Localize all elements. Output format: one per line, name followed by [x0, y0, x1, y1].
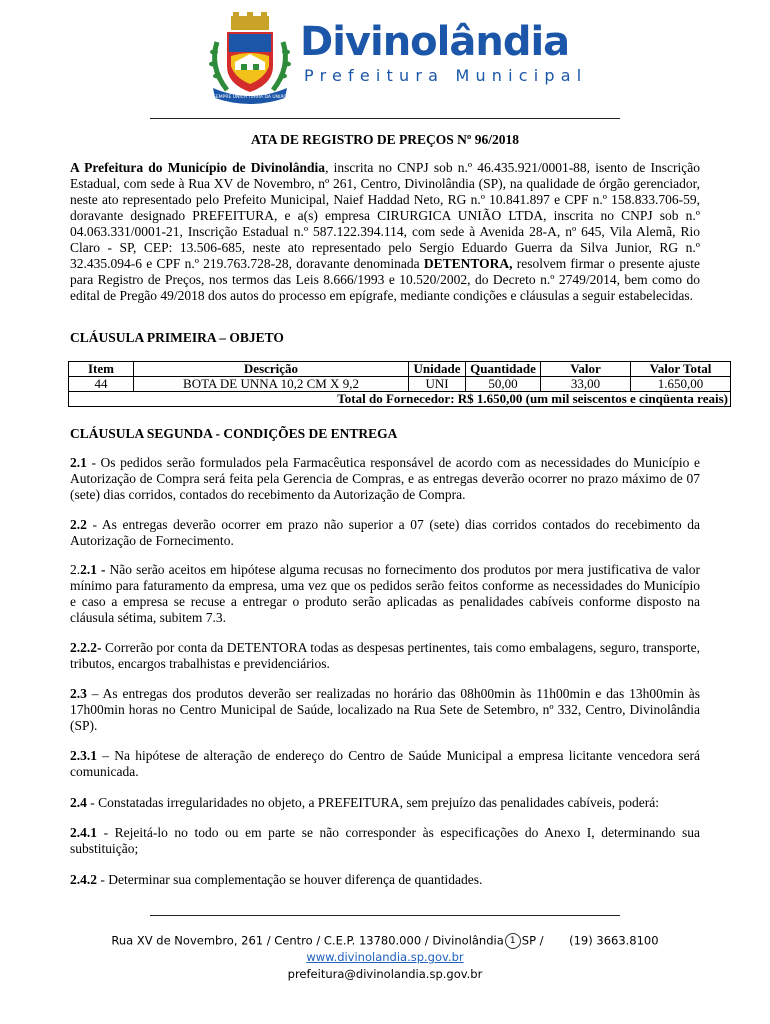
document-title: ATA DE REGISTRO DE PREÇOS Nº 96/2018	[251, 132, 519, 147]
table-row	[69, 377, 731, 392]
clause-1-title: CLÁUSULA PRIMEIRA – OBJETO	[70, 330, 284, 345]
paragraph-2-4-number: 2.4	[70, 795, 87, 810]
footer-address	[0, 933, 770, 949]
paragraph-2-2-2-number: 2.2.2-	[70, 640, 102, 655]
intro-detentora: DETENTORA,	[423, 256, 513, 271]
cell-unidade: UNI	[409, 377, 466, 392]
paragraph-2-1	[70, 455, 700, 503]
cell-quantidade: 50,00	[466, 377, 541, 392]
col-valor-header: Valor	[541, 362, 631, 377]
items-table	[68, 361, 731, 407]
cell-valor-total: 1.650,00	[631, 377, 731, 392]
paragraph-2-2-1-number: 2.1 -	[80, 562, 106, 577]
footer-address-text: Rua XV de Novembro, 261 / Centro / C.E.P. 13780.000 / Divinolândia	[111, 933, 504, 948]
paragraph-2-2-1-number-prefix: 2.	[70, 562, 81, 577]
page-number-badge: 1	[505, 933, 521, 949]
header-divider	[150, 118, 620, 119]
table-header-row	[69, 362, 731, 377]
brand-subtitle: Prefeitura Municipal	[304, 66, 588, 85]
letterhead	[0, 0, 770, 115]
paragraph-2-2-1-text: Não serão aceitos em hipótese alguma recusas no fornecimento dos produtos por mera justificativa de valor mínimo para faturamento da empresa, uma vez que os pedidos serão feitos conforme as necessidades do Município e caso a empresa se recuse a entregar o produto serão aplicadas as penalidades cabíveis conforme disposto na cláusula sétima, subitem 7.3.	[70, 562, 701, 625]
brand-name: Divinolândia	[300, 19, 570, 65]
seal-ribbon-text: SEMPRE ÚNICA TERRA DA UNIÃO	[213, 95, 287, 100]
paragraph-2-3-number: 2.3	[70, 686, 87, 701]
col-quantidade-header: Quantidade	[466, 362, 541, 377]
clause-2-title: CLÁUSULA SEGUNDA - CONDIÇÕES DE ENTREGA	[70, 426, 398, 441]
paragraph-2-2	[70, 517, 700, 549]
col-descricao-header: Descrição	[134, 362, 409, 377]
footer-divider	[150, 915, 620, 916]
paragraph-2-2-number: 2.2	[70, 517, 87, 532]
email-address: prefeitura@divinolandia.sp.gov.br	[287, 967, 483, 981]
paragraph-2-4-1-text: - Rejeitá-lo no todo ou em parte se não corresponder às especificações do Anexo I, determinando sua substituição;	[70, 825, 700, 856]
cell-valor: 33,00	[541, 377, 631, 392]
paragraph-2-3-1	[70, 748, 700, 780]
paragraph-2-4-1	[70, 825, 700, 857]
paragraph-2-4-2-number: 2.4.2	[70, 872, 97, 887]
footer-email-line	[0, 967, 770, 981]
paragraph-2-3	[70, 686, 700, 734]
paragraph-2-1-text: - Os pedidos serão formulados pela Farmacêutica responsável de acordo com as necessidades do Município e Autorização de Compra será feita pela Gerencia de Compras, e as entregas deverão ocorrer no prazo máximo de 07 (sete) dias corridos, contados do recebimento da Autorização de Compra.	[70, 455, 700, 502]
cell-descricao: BOTA DE UNNA 10,2 CM X 9,2	[134, 377, 409, 392]
paragraph-2-3-1-text: – Na hipótese de alteração de endereço do Centro de Saúde Municipal a empresa licitante vencedora será comunicada.	[70, 748, 700, 779]
paragraph-2-4-2	[70, 872, 700, 888]
footer-phone-text: SP / (19) 3663.8100	[521, 933, 659, 948]
paragraph-2-2-2	[70, 640, 700, 672]
paragraph-2-3-1-number: 2.3.1	[70, 748, 97, 763]
paragraph-2-2-2-text: Correrão por conta da DETENTORA todas as despesas pertinentes, tais como embalagens, seguro, transporte, tributos, encargos trabalhistas e previdenciários.	[70, 640, 700, 671]
col-unidade-header: Unidade	[409, 362, 466, 377]
col-valor-total-header: Valor Total	[631, 362, 731, 377]
footer-website-line	[0, 950, 770, 964]
intro-text-2: resolvem firmar o presente ajuste para Registro de Preços, nos termos das Leis 8.666/1993 e 10.520/2002, do Decreto n.º 2749/2014, bem como do edital de Pregão 49/2018 dos autos do processo em epígrafe, mediante condições e cláusulas a seguir estabelecidas.	[70, 256, 700, 303]
paragraph-2-4-1-number: 2.4.1	[70, 825, 97, 840]
paragraph-2-1-number: 2.1	[70, 455, 87, 470]
municipal-coat-of-arms-logo	[205, 12, 295, 104]
paragraph-2-2-1	[70, 562, 700, 626]
intro-text-1: , inscrita no CNPJ sob n.º 46.435.921/0001-88, isento de Inscrição Estadual, com sede à Rua XV de Novembro, nº 261, Centro, Divinolândia (SP), na qualidade de órgão gerenciador, neste ato representado pelo Prefeito Municipal, Naief Haddad Neto, RG n.º 10.841.897 e CPF n.º 158.833.706-59, doravante designado PREFEITURA, e a(s) empresa CIRURGICA UNIÃO LTDA, inscrita no CNPJ sob n.º 04.063.331/0001-21, Inscrição Estadual n.º 587.122.394.114, com sede à Avenida 28-A, nº 645, Vila Alemã, Rio Claro - SP, CEP: 13.506-685, neste ato representado pelo Sergio Eduardo Guerra da Silva Junior, RG n.º 32.435.094-6 e CPF n.º 219.763.728-28, doravante denominada	[70, 160, 700, 271]
col-item-header: Item	[69, 362, 134, 377]
website-link[interactable]: www.divinolandia.sp.gov.br	[306, 950, 464, 964]
intro-paragraph	[70, 160, 700, 304]
supplier-total: Total do Fornecedor: R$ 1.650,00 (um mil seiscentos e cinqüenta reais)	[69, 392, 731, 407]
paragraph-2-3-text: – As entregas dos produtos deverão ser realizadas no horário das 08h00min às 11h00min e das 13h00min às 17h00min horas no Centro Municipal de Saúde, localizado na Rua Sete de Setembro, nº 332, Centro, Divinolândia (SP).	[70, 686, 700, 733]
table-total-row	[69, 392, 731, 407]
paragraph-2-2-text: - As entregas deverão ocorrer em prazo não superior a 07 (sete) dias corridos contados do recebimento da Autorização de Fornecimento.	[70, 517, 700, 548]
cell-item: 44	[69, 377, 134, 392]
intro-lead: A Prefeitura do Município de Divinolândia	[70, 160, 326, 175]
paragraph-2-4-text: - Constatadas irregularidades no objeto, a PREFEITURA, sem prejuízo das penalidades cabíveis, poderá:	[86, 795, 659, 810]
paragraph-2-4	[70, 795, 700, 811]
paragraph-2-4-2-text: - Determinar sua complementação se houver diferença de quantidades.	[97, 872, 483, 887]
